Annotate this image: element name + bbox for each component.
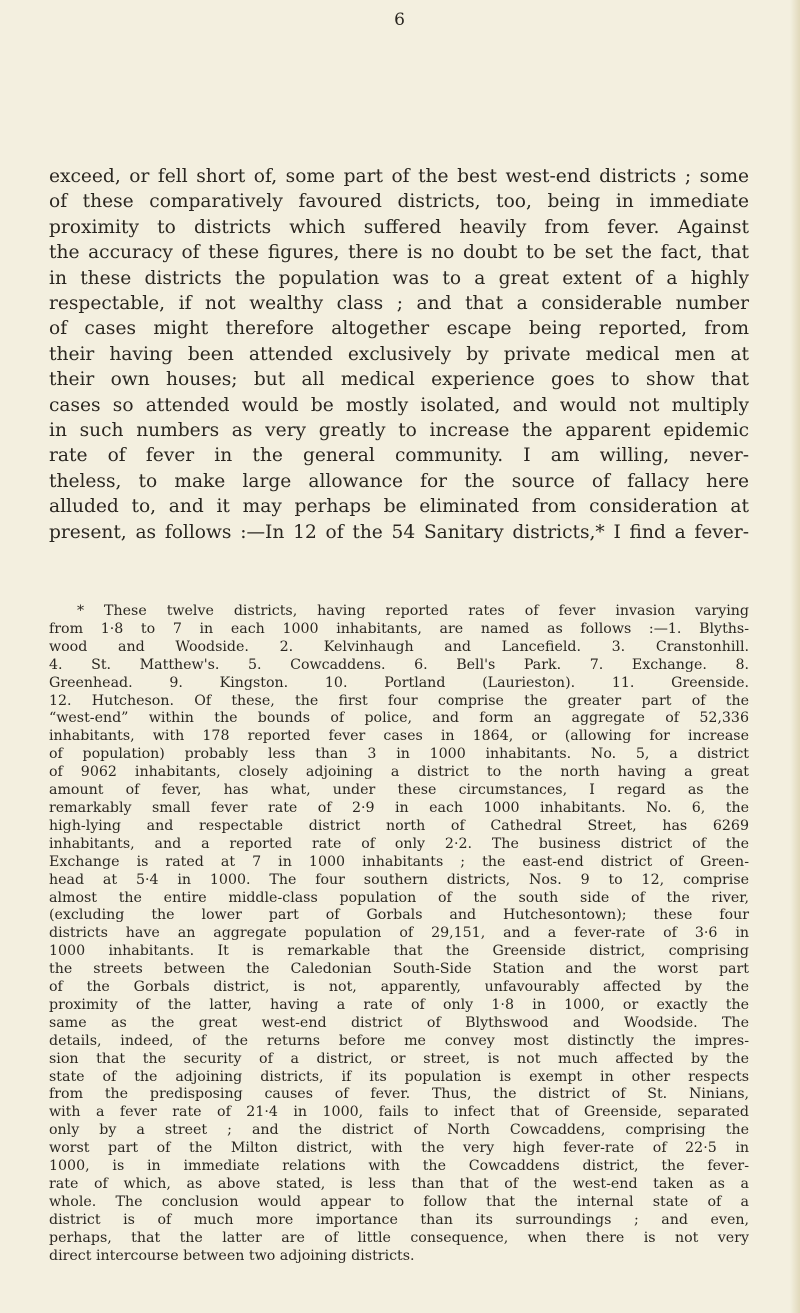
footnote-line: proximity of the latter, having a rate of only 1·8 in 1000, or exactly the (49, 996, 749, 1013)
footnote-line: only by a street ; and the district of North Cowcaddens, comprising the (49, 1122, 749, 1139)
body-line: alluded to, and it may perhaps be eliminated from consideration at (49, 496, 749, 518)
footnote-line: districts have an aggregate population of 29,151, and a fever-rate of 3·6 in (49, 925, 749, 942)
body-line: cases so attended would be mostly isolated, and would not multiply (49, 394, 749, 416)
footnote-line: remarkably small fever rate of 2·9 in each 1000 inhabitants. No. 6, the (49, 799, 749, 816)
footnote-line: Greenhead. 9. Kingston. 10. Portland (Laurieston). 11. Greenside. (49, 674, 749, 691)
footnote-line: the streets between the Caledonian South-Side Station and the worst part (49, 961, 749, 978)
footnote-line: 1000, is in immediate relations with the Cowcaddens district, the fever- (49, 1158, 749, 1175)
body-line: proximity to districts which suffered heavily from fever. Against (49, 216, 749, 238)
footnote-line: from the predisposing causes of fever. Thus, the district of St. Ninians, (49, 1086, 749, 1103)
footnote-line: inhabitants, with 178 reported fever cases in 1864, or (allowing for increase (49, 728, 749, 745)
footnote-line: of the Gorbals district, is not, apparently, unfavourably affected by the (49, 979, 749, 996)
footnote-line: from 1·8 to 7 in each 1000 inhabitants, are named as follows :—1. Blyths- (49, 620, 749, 637)
body-line: of cases might therefore altogether escape being reported, from (49, 318, 749, 340)
footnote-line: with a fever rate of 21·4 in 1000, fails to infect that of Greenside, separated (49, 1104, 749, 1121)
footnote-line: state of the adjoining districts, if its population is exempt in other respects (49, 1068, 749, 1085)
body-line: in such numbers as very greatly to increase the apparent epidemic (49, 420, 749, 442)
page-number: 6 (394, 10, 406, 30)
footnote-line: 4. St. Matthew's. 5. Cowcaddens. 6. Bell's Park. 7. Exchange. 8. (49, 656, 749, 673)
footnote-line: wood and Woodside. 2. Kelvinhaugh and Lancefield. 3. Cranstonhill. (49, 638, 749, 655)
footnote-line: direct intercourse between two adjoining districts. (49, 1247, 415, 1264)
body-line: respectable, if not wealthy class ; and that a considerable number (49, 293, 749, 315)
page-edge-shading (790, 0, 800, 1313)
footnote-line: amount of fever, has what, under these circumstances, I regard as the (49, 782, 749, 799)
body-line: rate of fever in the general community. I am willing, never- (49, 445, 749, 467)
footnote-line: high-lying and respectable district north of Cathedral Street, has 6269 (49, 817, 749, 834)
footnote-line: Exchange is rated at 7 in 1000 inhabitants ; the east-end district of Green- (49, 853, 749, 870)
body-text (49, 164, 749, 545)
footnote-line: rate of which, as above stated, is less than that of the west-end taken as a (49, 1176, 749, 1192)
footnote-line: of population) probably less than 3 in 1000 inhabitants. No. 5, a district (49, 746, 749, 763)
body-line: their own houses; but all medical experience goes to show that (49, 369, 749, 391)
body-line: present, as follows :—In 12 of the 54 Sanitary districts,* I find a fever- (49, 521, 749, 543)
footnote-line: “west-end” within the bounds of police, and form an aggregate of 52,336 (49, 710, 749, 727)
body-line: their having been attended exclusively by private medical men at (49, 343, 749, 365)
body-line: the accuracy of these figures, there is no doubt to be set the fact, that (49, 242, 749, 264)
footnote (49, 603, 749, 1266)
footnote-line: 1000 inhabitants. It is remarkable that the Greenside district, comprising (49, 943, 749, 960)
footnote-line: worst part of the Milton district, with the very high fever-rate of 22·5 in (49, 1140, 749, 1157)
body-line: in these districts the population was to a great extent of a highly (49, 267, 749, 289)
footnote-line: * These twelve districts, having reported rates of fever invasion varying (77, 603, 749, 619)
footnote-line: inhabitants, and a reported rate of only 2·2. The business district of the (49, 835, 749, 852)
body-line: of these comparatively favoured districts, too, being in immediate (49, 191, 749, 213)
footnote-line: almost the entire middle-class population of the south side of the river, (49, 889, 749, 906)
footnote-line: sion that the security of a district, or street, is not much affected by the (49, 1050, 749, 1067)
footnote-line: head at 5·4 in 1000. The four southern districts, Nos. 9 to 12, comprise (49, 871, 749, 888)
footnote-line: district is of much more importance than its surroundings ; and even, (49, 1211, 749, 1228)
footnote-line: perhaps, that the latter are of little consequence, when there is not very (49, 1229, 749, 1246)
footnote-line: of 9062 inhabitants, closely adjoining a district to the north having a great (49, 764, 749, 781)
body-line: theless, to make large allowance for the source of fallacy here (49, 470, 749, 492)
footnote-line: (excluding the lower part of Gorbals and Hutchesontown); these four (49, 907, 749, 924)
body-line: exceed, or fell short of, some part of the best west-end districts ; some (49, 166, 749, 187)
footnote-line: whole. The conclusion would appear to follow that the internal state of a (49, 1193, 749, 1210)
footnote-line: details, indeed, of the returns before me convey most distinctly the impres- (49, 1032, 749, 1049)
footnote-line: 12. Hutcheson. Of these, the first four comprise the greater part of the (49, 692, 749, 709)
footnote-line: same as the great west-end district of Blythswood and Woodside. The (49, 1014, 749, 1031)
